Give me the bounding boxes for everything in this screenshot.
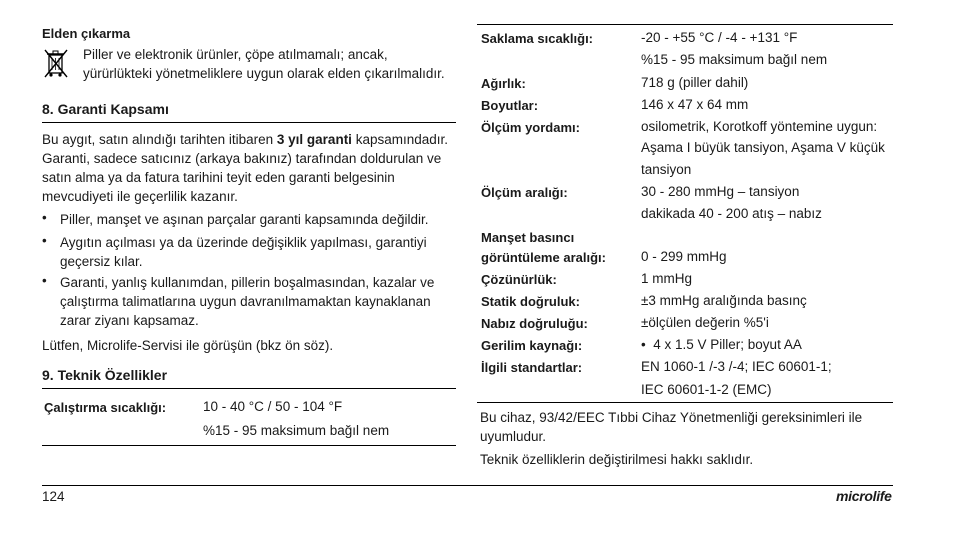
- specs-table-divider: [42, 445, 456, 446]
- spec-label-cuff-2: görüntüleme aralığı:: [481, 250, 606, 265]
- spec-value-dimensions: 146 x 47 x 64 mm: [641, 97, 749, 112]
- spec-value-storage-1: -20 - +55 °C / -4 - +131 °F: [641, 30, 798, 45]
- spec-label-operating: Çalıştırma sıcaklığı:: [44, 400, 167, 415]
- spec-label-voltage: Gerilim kaynağı:: [481, 338, 583, 353]
- specs-divider: [42, 388, 456, 389]
- disposal-text-1: Piller ve elektronik ürünler, çöpe atılmamalı; ancak,: [83, 47, 388, 62]
- service-note: Lütfen, Microlife-Servisi ile görüşün (bkz ön söz).: [42, 338, 334, 353]
- list-item-text: geçersiz kılar.: [60, 254, 143, 269]
- spec-value-range-2: dakikada 40 - 200 atış – nabız: [641, 206, 822, 221]
- spec-label-static-accuracy: Statik doğruluk:: [481, 294, 580, 309]
- list-item-text: çalıştırma talimatlarına uygun davranılmamaktan kaynaklanan: [60, 294, 431, 309]
- spec-value-static-accuracy: ±3 mmHg aralığında basınç: [641, 293, 807, 308]
- spec-label-cuff-1: Manşet basıncı: [481, 230, 575, 245]
- crossed-out-bin-icon: [42, 46, 70, 80]
- spec-value-operating-2: %15 - 95 maksimum bağıl nem: [203, 423, 390, 438]
- warranty-heading: 8. Garanti Kapsamı: [42, 101, 169, 117]
- bullet-dot-icon: •: [42, 273, 47, 288]
- spec-value-voltage: [641, 337, 802, 352]
- microlife-logo: microlife: [836, 488, 892, 504]
- warranty-period: 3 yıl garanti: [276, 132, 352, 147]
- spec-value-method-2: Aşama I büyük tansiyon, Aşama V küçük: [641, 140, 885, 155]
- list-item-text: Aygıtın açılması ya da üzerinde değişiklik yapılması, garantiyi: [60, 235, 427, 250]
- warranty-paragraph-line-3: satın alma ya da fatura tarihini teyit eden garanti belgesinin: [42, 170, 395, 185]
- list-item-text: Piller, manşet ve aşınan parçalar garanti kapsamında değildir.: [60, 212, 429, 227]
- spec-label-method: Ölçüm yordamı:: [481, 120, 580, 135]
- page-number: 124: [42, 489, 65, 504]
- spec-value-weight: 718 g (piller dahil): [641, 75, 749, 90]
- warranty-divider: [42, 122, 456, 123]
- warranty-paragraph-line-2: Garanti, sadece satıcınız (arkaya bakınız) tarafından doldurulan ve: [42, 151, 442, 166]
- disposal-heading: Elden çıkarma: [42, 26, 131, 41]
- warranty-paragraph-line-4: mevcudiyeti ile geçerlilik kazanır.: [42, 189, 238, 204]
- spec-label-standards: İlgili standartlar:: [481, 360, 583, 375]
- list-item-text: Garanti, yanlış kullanımdan, pillerin boşalmasından, kazalar ve: [60, 275, 435, 290]
- spec-value-range-1: 30 - 280 mmHg – tansiyon: [641, 184, 800, 199]
- bullet-dot-icon: •: [641, 337, 646, 352]
- bullet-dot-icon: •: [42, 233, 47, 248]
- spec-value-standards-2: IEC 60601-1-2 (EMC): [641, 382, 772, 397]
- warranty-text: Bu aygıt, satın alındığı tarihten itibaren: [42, 132, 277, 147]
- specs-heading: 9. Teknik Özellikler: [42, 367, 168, 383]
- spec-label-resolution: Çözünürlük:: [481, 272, 557, 287]
- spec-value-method-1: osilometrik, Korotkoff yöntemine uygun:: [641, 119, 878, 134]
- spec-value-resolution: 1 mmHg: [641, 271, 693, 286]
- spec-value-storage-2: %15 - 95 maksimum bağıl nem: [641, 52, 828, 67]
- spec-label-pulse-accuracy: Nabız doğruluğu:: [481, 316, 588, 331]
- warranty-paragraph-line-1: [42, 130, 448, 149]
- spec-label-storage: Saklama sıcaklığı:: [481, 31, 594, 46]
- footer-divider: [42, 485, 893, 486]
- disposal-text-2: yürürlükteki yönetmeliklere uygun olarak elden çıkarılmalıdır.: [83, 66, 445, 81]
- spec-value-cuff: 0 - 299 mmHg: [641, 249, 727, 264]
- directive-line-2: uyumludur.: [480, 429, 547, 444]
- spec-value-pulse-accuracy: ±ölçülen değerin %5'i: [641, 315, 769, 330]
- list-item-text: zarar ziyanı kapsamaz.: [60, 313, 199, 328]
- spec-label-range: Ölçüm aralığı:: [481, 185, 568, 200]
- directive-line-1: Bu cihaz, 93/42/EEC Tıbbi Cihaz Yönetmenliği gereksinimleri ile: [480, 410, 863, 425]
- spec-label-weight: Ağırlık:: [481, 76, 526, 91]
- bullet-dot-icon: •: [42, 210, 47, 225]
- spec-value-method-3: tansiyon: [641, 162, 692, 177]
- warranty-text-end: kapsamındadır.: [351, 132, 448, 147]
- spec-value-standards-1: EN 1060-1 /-3 /-4; IEC 60601-1;: [641, 359, 832, 374]
- voltage-text: 4 x 1.5 V Piller; boyut AA: [653, 337, 802, 352]
- spec-value-operating-1: 10 - 40 °C / 50 - 104 °F: [203, 399, 343, 414]
- right-specs-divider: [477, 402, 893, 403]
- spec-label-dimensions: Boyutlar:: [481, 98, 539, 113]
- rights-note: Teknik özelliklerin değiştirilmesi hakkı saklıdır.: [480, 452, 754, 467]
- right-top-divider: [477, 24, 893, 25]
